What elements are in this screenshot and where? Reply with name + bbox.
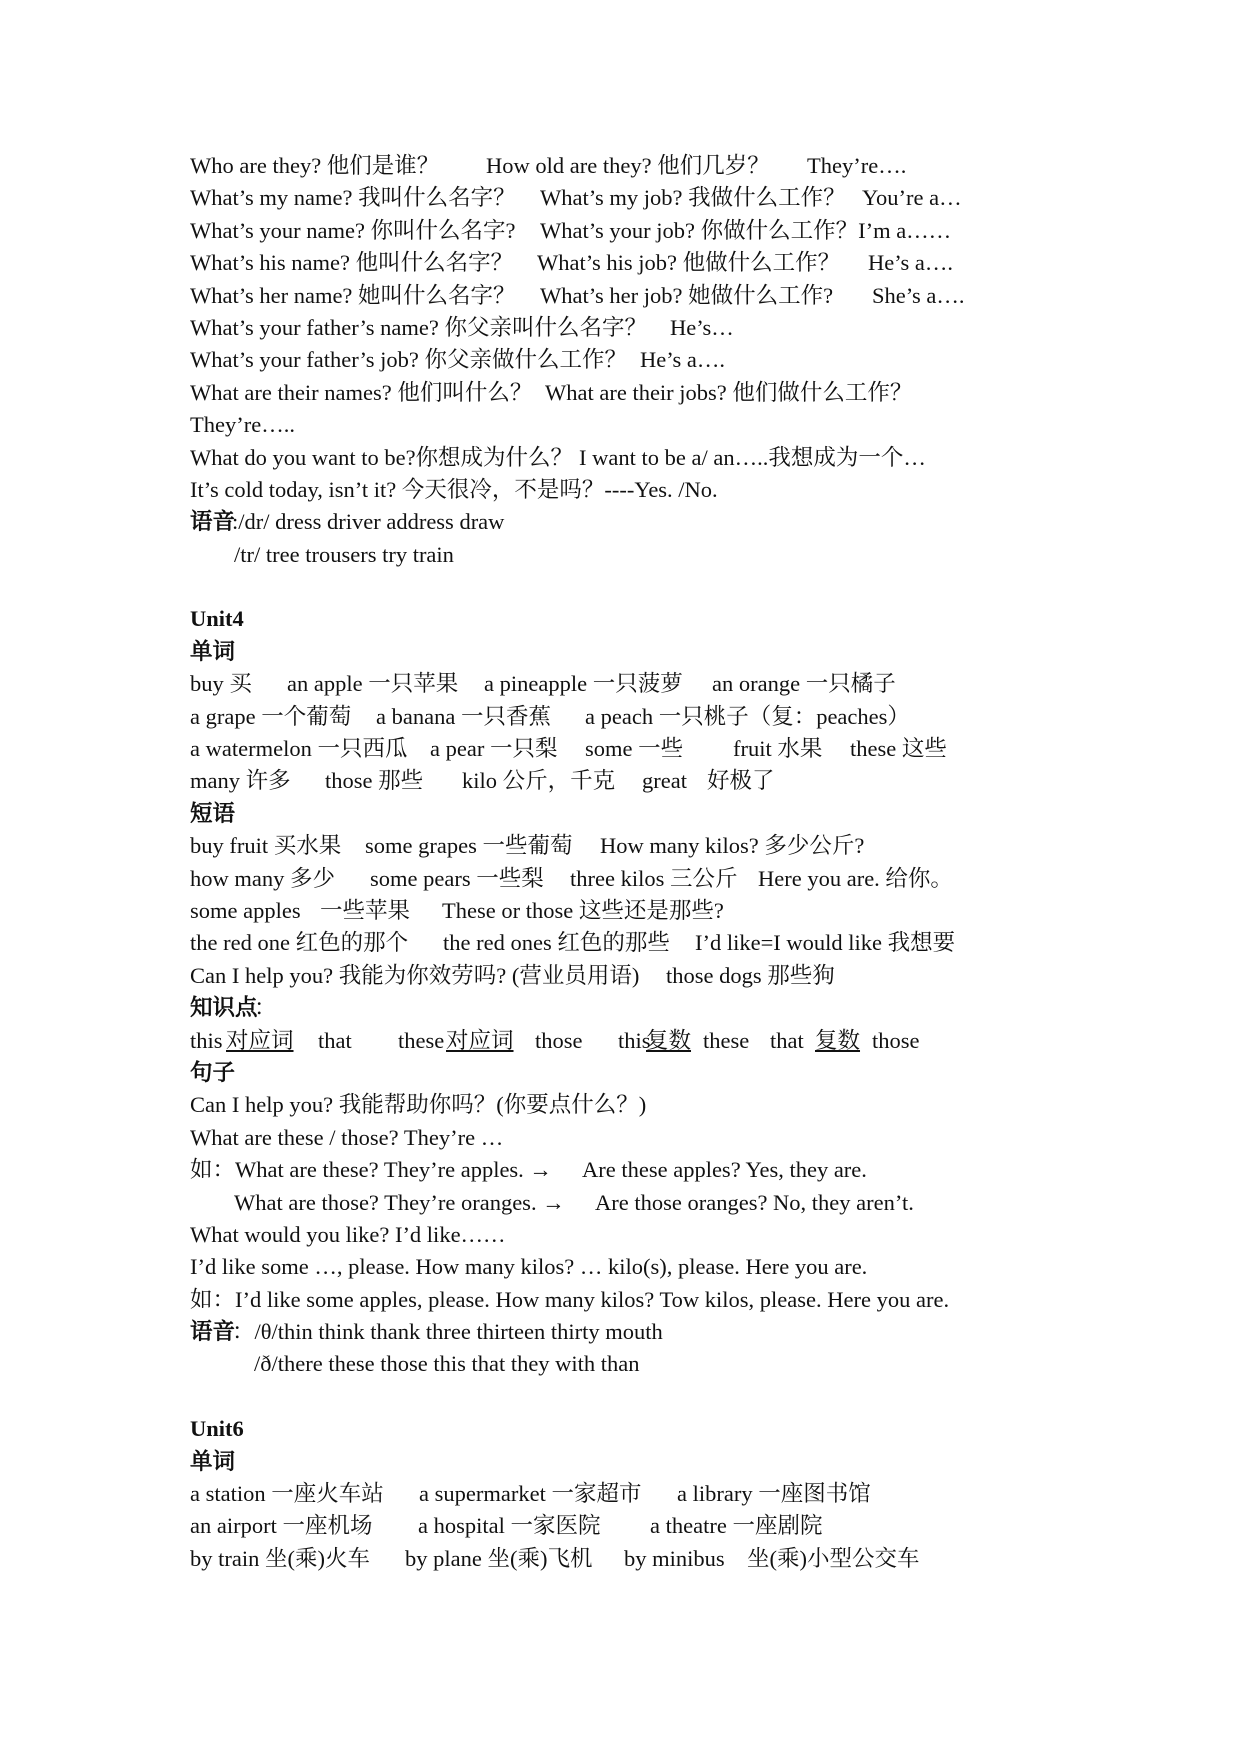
blank-line — [190, 571, 1110, 603]
text-segment: those — [872, 1027, 920, 1053]
text-segment: that — [770, 1027, 804, 1053]
text-segment: a pear 一只梨 — [430, 736, 558, 762]
text-segment: an orange 一只橘子 — [712, 671, 896, 697]
text-segment: 对应词 — [446, 1027, 514, 1053]
text-line — [190, 603, 1110, 635]
text-line — [190, 1251, 1110, 1283]
text-segment: 一些苹果 — [320, 897, 411, 923]
text-line — [190, 1543, 1110, 1575]
text-line — [190, 1089, 1110, 1121]
section-heading: 语音 — [190, 509, 236, 535]
text-segment: many 许多 — [190, 768, 291, 794]
text-line — [190, 1122, 1110, 1154]
text-segment: /ð/there these those this that they with than — [254, 1351, 640, 1377]
text-segment: He’s… — [670, 314, 734, 340]
text-segment: these — [703, 1027, 750, 1053]
text-segment: those dogs 那些狗 — [666, 962, 835, 988]
text-segment: What’s your father’s job? 你父亲做什么工作？ — [190, 347, 628, 373]
text-segment: buy fruit 买水果 — [190, 833, 342, 859]
text-segment: an airport 一座机场 — [190, 1513, 373, 1539]
text-segment: What’s her name? 她叫什么名字？ — [190, 282, 516, 308]
text-line — [190, 895, 1110, 927]
text-line — [190, 1348, 1110, 1380]
text-line — [190, 1057, 1110, 1089]
text-segment: Can I help you? 我能为你效劳吗? (营业员用语) — [190, 962, 640, 988]
section-heading: 短语 — [190, 800, 236, 826]
text-segment: She’s a…. — [872, 282, 965, 308]
text-segment: 如：What are these? They’re apples. → — [190, 1157, 552, 1183]
text-segment: What are these / those? They’re … — [190, 1124, 504, 1150]
text-segment: What’s her job? 她做什么工作? — [540, 282, 834, 308]
text-segment: What’s my job? 我做什么工作？ — [540, 185, 846, 211]
text-segment: What’s your father’s name? 你父亲叫什么名字？ — [190, 314, 647, 340]
text-segment: You’re a… — [862, 185, 962, 211]
section-heading: Unit4 — [190, 606, 244, 632]
text-line — [190, 636, 1110, 668]
text-line — [190, 765, 1110, 797]
text-segment: those — [535, 1027, 583, 1053]
text-segment: 坐(乘)小型公交车 — [747, 1545, 920, 1571]
text-segment: an apple 一只苹果 — [287, 671, 459, 697]
text-line — [190, 539, 1110, 571]
text-line — [190, 798, 1110, 830]
text-segment: a hospital 一家医院 — [418, 1513, 601, 1539]
text-line — [190, 1187, 1110, 1219]
text-segment: What’s my name? 我叫什么名字？ — [190, 185, 516, 211]
section-heading: 单词 — [190, 638, 236, 664]
text-segment: It’s cold today, isn’t it? 今天很冷，不是吗？----Yes. /No. — [190, 476, 718, 502]
section-heading: 知识点 — [190, 995, 258, 1021]
text-line — [190, 1219, 1110, 1251]
text-line — [190, 409, 1110, 441]
text-segment: What are their names? 他们叫什么？ — [190, 379, 533, 405]
text-segment: the red ones 红色的那些 — [443, 930, 670, 956]
text-segment: I want to be a/ an…..我想成为一个… — [579, 444, 926, 470]
text-segment: What are those? They’re oranges. → — [234, 1189, 565, 1215]
text-line — [190, 1316, 1110, 1348]
text-line — [190, 830, 1110, 862]
text-segment: What’s your job? 你做什么工作？I’m a…… — [540, 217, 952, 243]
text-segment: What would you like? I’d like…… — [190, 1221, 506, 1247]
text-segment: kilo 公斤，千克 — [462, 768, 616, 794]
text-segment: a watermelon 一只西瓜 — [190, 736, 408, 762]
text-segment: some 一些 — [585, 736, 684, 762]
text-line — [190, 506, 1110, 538]
text-line — [190, 1510, 1110, 1542]
text-line — [190, 150, 1110, 182]
text-segment: some pears 一些梨 — [370, 865, 544, 891]
text-segment: What’s your name? 你叫什么名字? — [190, 217, 516, 243]
text-segment: ： — [254, 995, 277, 1021]
text-line — [190, 182, 1110, 214]
text-line — [190, 1154, 1110, 1186]
text-segment: Are those oranges? No, they aren’t. — [595, 1189, 914, 1215]
text-segment: a banana 一只香蕉 — [376, 703, 551, 729]
text-segment: by minibus — [624, 1545, 725, 1571]
text-segment: a supermarket 一家超市 — [419, 1481, 642, 1507]
text-segment: great — [642, 768, 687, 794]
text-segment: buy 买 — [190, 671, 252, 697]
text-segment: What’s his name? 他叫什么名字？ — [190, 250, 514, 276]
text-segment: a pineapple 一只菠萝 — [484, 671, 683, 697]
document-body — [190, 150, 1110, 1575]
text-segment: some apples — [190, 897, 301, 923]
text-segment: 如：I’d like some apples, please. How many kilos? Tow kilos, please. Here you are. — [190, 1286, 950, 1312]
text-segment: 对应词 — [226, 1027, 294, 1053]
text-segment: What’s his job? 他做什么工作？ — [537, 250, 841, 276]
text-line — [190, 701, 1110, 733]
text-segment: these 这些 — [850, 736, 947, 762]
text-segment: Who are they? 他们是谁？ — [190, 153, 440, 178]
text-segment: a theatre 一座剧院 — [650, 1513, 823, 1539]
text-segment: a grape 一个葡萄 — [190, 703, 352, 729]
text-segment: ：/θ/thin think thank three thirteen thirty mouth — [232, 1319, 663, 1345]
text-segment: These or those 这些还是那些? — [442, 897, 724, 923]
text-line — [190, 927, 1110, 959]
text-segment: a library 一座图书馆 — [677, 1481, 871, 1507]
text-segment: 复数 — [815, 1027, 861, 1053]
text-line — [190, 1025, 1110, 1057]
section-heading: Unit6 — [190, 1416, 244, 1442]
text-line — [190, 280, 1110, 312]
text-segment: :/dr/ dress driver address draw — [232, 509, 505, 535]
blank-line — [190, 1381, 1110, 1413]
section-heading: 语音 — [190, 1319, 236, 1345]
text-line — [190, 377, 1110, 409]
text-line — [190, 344, 1110, 376]
text-segment: a peach 一只桃子（复：peaches） — [585, 703, 910, 729]
text-segment: He’s a…. — [640, 347, 725, 373]
text-segment: by train 坐(乘)火车 — [190, 1545, 370, 1571]
text-line — [190, 1478, 1110, 1510]
text-line — [190, 442, 1110, 474]
text-line — [190, 1413, 1110, 1445]
text-segment: I’d like=I would like 我想要 — [695, 930, 956, 956]
text-segment: Are these apples? Yes, they are. — [582, 1157, 867, 1183]
text-segment: How many kilos? 多少公斤? — [600, 833, 865, 859]
text-segment: those 那些 — [325, 768, 424, 794]
text-line — [190, 312, 1110, 344]
text-line — [190, 474, 1110, 506]
text-segment: this — [618, 1027, 651, 1053]
text-line — [190, 992, 1110, 1024]
text-segment: What do you want to be?你想成为什么？ — [190, 444, 574, 470]
text-segment: this — [190, 1027, 223, 1053]
text-segment: that — [318, 1027, 352, 1053]
text-segment: They’re….. — [190, 412, 295, 438]
text-segment: 好极了 — [707, 768, 775, 794]
text-segment: fruit 水果 — [733, 736, 823, 762]
text-segment: three kilos 三公斤 — [570, 865, 738, 891]
text-line — [190, 668, 1110, 700]
text-line — [190, 247, 1110, 279]
text-segment: They’re…. — [807, 153, 907, 178]
text-segment: How old are they? 他们几岁？ — [486, 153, 770, 178]
text-line — [190, 733, 1110, 765]
section-heading: 单词 — [190, 1448, 236, 1474]
text-line — [190, 960, 1110, 992]
text-line — [190, 215, 1110, 247]
text-segment: by plane 坐(乘)飞机 — [405, 1545, 593, 1571]
text-segment: these — [398, 1027, 445, 1053]
section-heading: 句子 — [190, 1059, 236, 1085]
document-page — [190, 150, 1110, 1575]
text-segment: I’d like some …, please. How many kilos? … kilo(s), please. Here you are. — [190, 1254, 868, 1280]
text-segment: the red one 红色的那个 — [190, 930, 409, 956]
text-segment: some grapes 一些葡萄 — [365, 833, 573, 859]
text-line — [190, 1446, 1110, 1478]
text-segment: /tr/ tree trousers try train — [234, 541, 454, 567]
text-segment: Can I help you? 我能帮助你吗？(你要点什么？) — [190, 1092, 647, 1118]
text-segment: He’s a…. — [868, 250, 953, 276]
text-line — [190, 1284, 1110, 1316]
text-segment: 复数 — [646, 1027, 692, 1053]
text-segment: how many 多少 — [190, 865, 335, 891]
text-segment: What are their jobs? 他们做什么工作？ — [545, 379, 913, 405]
text-segment: Here you are. 给你。 — [758, 865, 953, 891]
text-line — [190, 863, 1110, 895]
text-segment: a station 一座火车站 — [190, 1481, 384, 1507]
